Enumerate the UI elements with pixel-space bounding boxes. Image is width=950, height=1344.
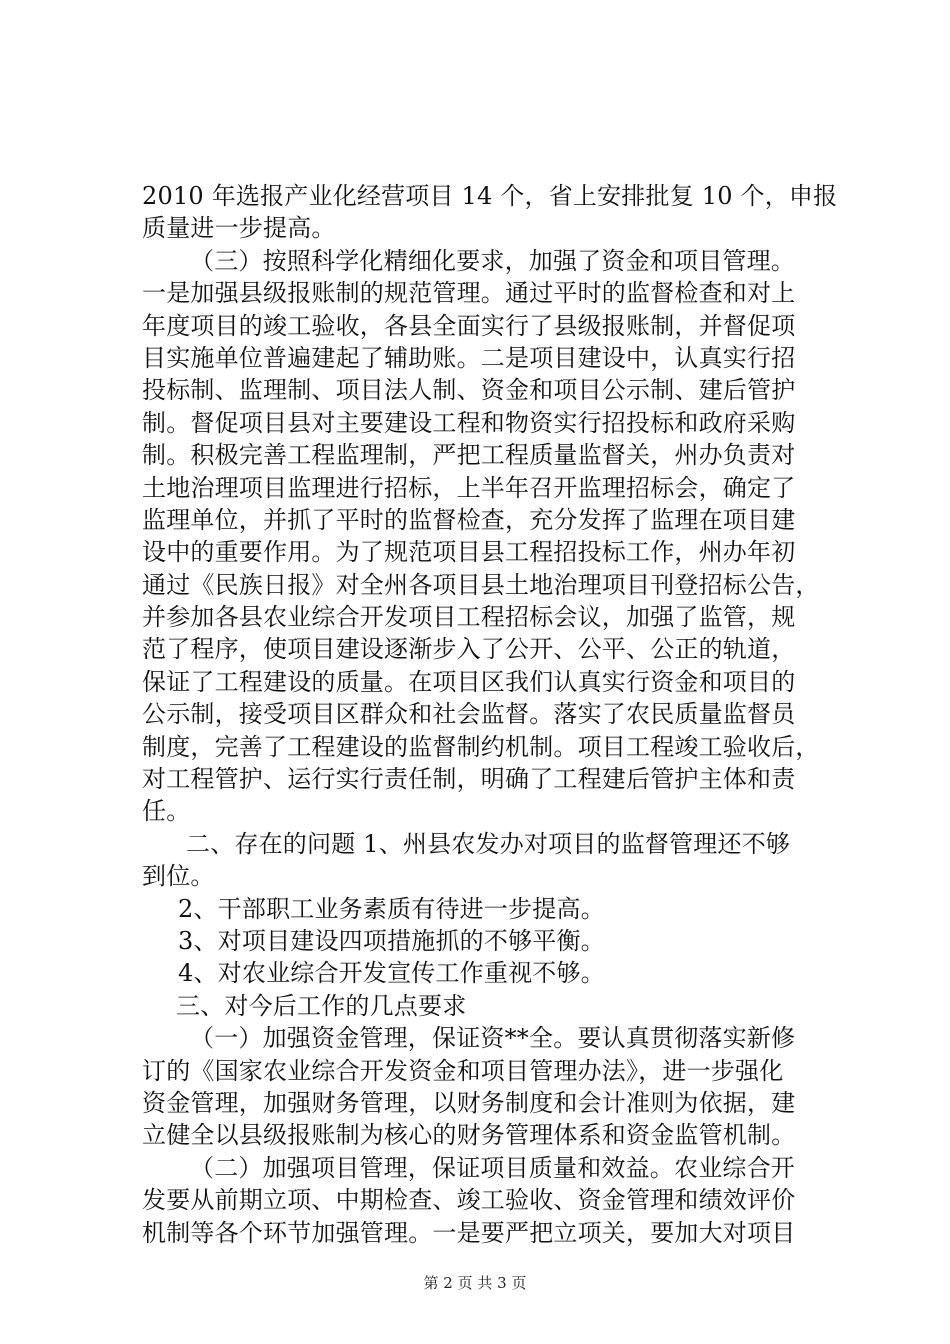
- text-line: 二、存在的问题 1、州县农发办对项目的监督管理还不够: [186, 829, 791, 858]
- text-line: 到位。: [142, 862, 215, 891]
- text-line: 2010 年选报产业化经营项目 14 个，省上安排批复 10 个，申报: [142, 182, 838, 210]
- text-line: 目实施单位普遍建起了辅助账。二是项目建设中，认真实行招: [142, 343, 796, 372]
- text-line: 范了程序，使项目建设逐渐步入了公开、公平、公正的轨道，: [142, 635, 796, 664]
- text-line: 2、干部职工业务素质有待进一步提高。: [178, 894, 605, 923]
- page-footer: 第 2 页 共 3 页: [423, 1274, 527, 1292]
- text-line: 保证了工程建设的质量。在项目区我们认真实行资金和项目的: [142, 667, 796, 696]
- text-line: 一是加强县级报账制的规范管理。通过平时的监督检查和对上: [142, 279, 796, 308]
- text-line: （三）按照科学化精细化要求，加强了资金和项目管理。: [190, 246, 795, 275]
- text-line: 质量进一步提高。: [142, 214, 336, 243]
- text-line: （一）加强资金管理，保证资**全。要认真贯彻落实新修: [190, 1024, 796, 1053]
- document-body: [142, 180, 842, 1249]
- text-line: 投标制、监理制、项目法人制、资金和项目公示制、建后管护: [142, 376, 796, 405]
- text-line: 4、对农业综合开发宣传工作重视不够。: [178, 959, 605, 988]
- text-line: 设中的重要作用。为了规范项目县工程招投标工作，州办年初: [142, 538, 796, 567]
- text-line: 土地治理项目监理进行招标，上半年召开监理招标会，确定了: [142, 473, 796, 502]
- text-line: 立健全以县级报账制为核心的财务管理体系和资金监管机制。: [142, 1121, 796, 1150]
- text-line: （二）加强项目管理，保证项目质量和效益。农业综合开: [190, 1153, 795, 1182]
- text-line: 任。: [142, 797, 191, 826]
- text-line: 通过《民族日报》对全州各项目县土地治理项目刊登招标公告，: [142, 570, 820, 599]
- text-line: 资金管理，加强财务管理，以财务制度和会计准则为依据，建: [142, 1088, 796, 1117]
- text-line: 制。积极完善工程监理制，严把工程质量监督关，州办负责对: [142, 441, 796, 470]
- text-line: 公示制，接受项目区群众和社会监督。落实了农民质量监督员: [142, 700, 796, 729]
- text-line: 订的《国家农业综合开发资金和项目管理办法》，进一步强化: [142, 1056, 784, 1085]
- text-line: 三、对今后工作的几点要求: [176, 991, 467, 1020]
- text-line: 对工程管护、运行实行责任制，明确了工程建后管护主体和责: [142, 765, 796, 794]
- text-line: 年度项目的竣工验收，各县全面实行了县级报账制，并督促项: [142, 311, 796, 340]
- text-line: 机制等各个环节加强管理。一是要严把立项关，要加大对项目: [142, 1218, 796, 1247]
- text-line: 监理单位，并抓了平时的监督检查，充分发挥了监理在项目建: [142, 505, 796, 534]
- text-line: 制度，完善了工程建设的监督制约机制。项目工程竣工验收后，: [142, 732, 820, 761]
- text-line: 发要从前期立项、中期检查、竣工验收、资金管理和绩效评价: [142, 1186, 796, 1215]
- text-line: 3、对项目建设四项措施抓的不够平衡。: [178, 926, 605, 955]
- text-line: 并参加各县农业综合开发项目工程招标会议，加强了监管，规: [142, 603, 796, 632]
- text-line: 制。督促项目县对主要建设工程和物资实行招投标和政府采购: [142, 408, 796, 437]
